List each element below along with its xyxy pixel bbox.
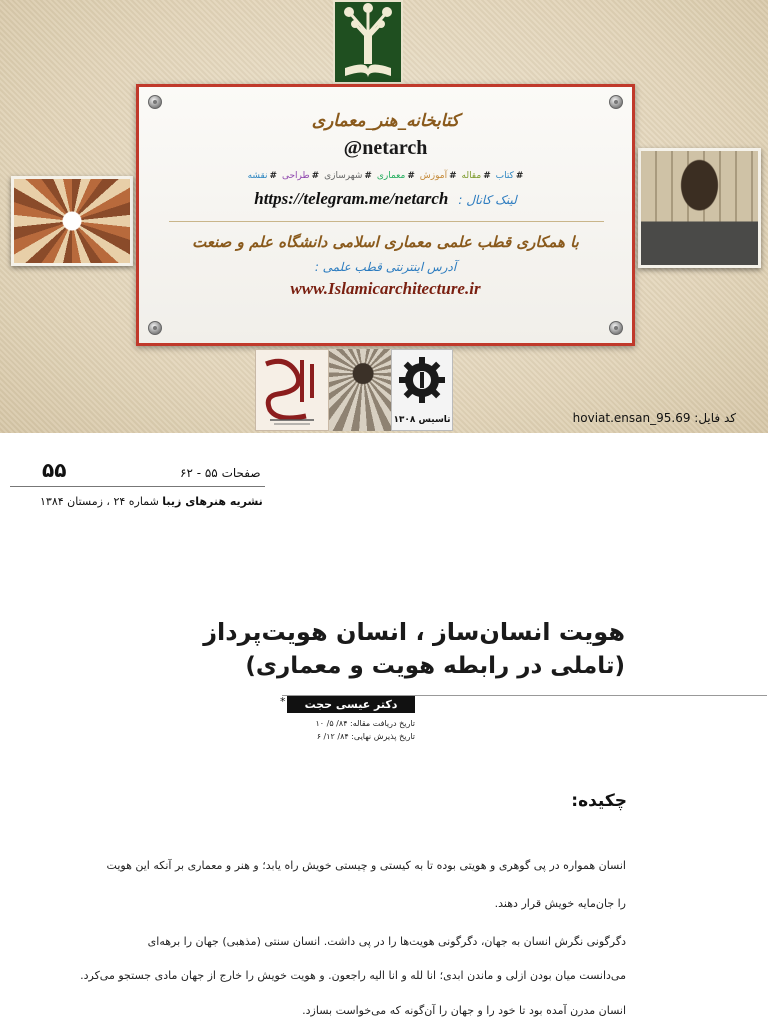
journal-issue: شماره ۲۴ ، زمستان ۱۳۸۴ [40, 495, 159, 508]
hash-symbol: # [483, 171, 491, 181]
page-number: ۵۵ [42, 458, 67, 482]
channel-label: : لینک کانال [458, 193, 517, 207]
library-tree-logo [333, 0, 403, 84]
date-received: تاریخ دریافت مقاله: ۸۴/ ۵/ ۱۰ [315, 719, 415, 728]
dome-ceiling-photo [11, 176, 133, 266]
file-code [573, 411, 736, 425]
gear-icon [392, 350, 452, 430]
bolt-icon [148, 95, 162, 109]
journal-info [40, 495, 263, 508]
tag-item[interactable]: آموزش [419, 171, 448, 181]
divider [169, 221, 604, 222]
tag-list [139, 171, 632, 181]
hash-symbol: # [515, 171, 524, 181]
address-label: : آدرس اینترنتی قطب علمی [314, 260, 457, 274]
calligraphy-icon [256, 350, 328, 430]
file-code-label: کد فایل: [694, 411, 736, 425]
tag-item[interactable]: نقشه [247, 171, 268, 181]
journal-name: نشریه هنرهای زیبا [162, 495, 263, 508]
channel-url[interactable]: https://telegram.me/netarch [254, 189, 449, 208]
abstract-line: را جان‌مایه خویش قرار دهند. [494, 897, 626, 910]
tag-item[interactable]: کتاب [495, 171, 514, 181]
date-accepted: تاریخ پذیرش نهایی: ۸۴/ ۱۲/ ۶ [316, 732, 415, 741]
channel-link-row [139, 189, 632, 209]
header-rule [10, 486, 265, 487]
calligraphy-logo [255, 349, 329, 431]
tag-item[interactable]: معماری [376, 171, 406, 181]
hash-symbol: # [364, 171, 372, 181]
hash-symbol: # [311, 171, 320, 181]
author-footnote-mark: * [280, 695, 286, 708]
article-dates [287, 717, 415, 743]
bolt-icon [148, 321, 162, 335]
website-url[interactable]: www.Islamicarchitecture.ir [290, 279, 481, 298]
abstract-line: می‌دانست میان بودن ازلی و ماندن ابدی؛ انا لله و انا الیه راجعون. و هویت خویش را خارج از جهان مادی جستجو می‌کرد. [80, 969, 626, 982]
library-title: کتابخانه_هنر_معماری [311, 111, 460, 131]
author-name: دکتر عیسی حجت [287, 696, 415, 713]
tag-item[interactable]: طراحی [281, 171, 310, 181]
article-title: هویت انسان‌ساز ، انسان هویت‌پرداز [203, 618, 625, 646]
hash-symbol: # [449, 171, 457, 181]
university-gear-logo [391, 349, 453, 431]
partner-logos [255, 349, 453, 431]
abstract-line: دگرگونی نگرش انسان به جهان، دگرگونی هویت‌ها را در پی داشت. انسان سنتی (مذهبی) جهان را برهه‌ای [147, 935, 626, 948]
bolt-icon [609, 321, 623, 335]
dome-photo-logo [329, 349, 391, 431]
channel-handle[interactable]: @netarch [343, 137, 428, 159]
bolt-icon [609, 95, 623, 109]
article-page [0, 433, 768, 1024]
hash-symbol: # [407, 171, 415, 181]
file-code-value: hoviat.ensan_95.69 [572, 411, 691, 425]
pages-range: صفحات ۵۵ - ۶۲ [180, 466, 261, 480]
abstract-line: انسان مدرن آمده بود تا خود را و جهان را آن‌گونه که می‌خواست بسازد. [302, 1004, 626, 1017]
abstract-line: انسان همواره در پی گوهری و هویتی بوده تا به کیستی و چیستی خویش راه یابد؛ و هنر و معماری بر آنکه این هویت [106, 859, 626, 872]
founded-text: تاسیس ۱۳۰۸ [393, 415, 451, 425]
hash-symbol: # [269, 171, 278, 181]
tag-item[interactable]: شهرسازی [324, 171, 363, 181]
bazaar-interior-photo [638, 148, 761, 268]
article-subtitle: (تاملی در رابطه هویت و معماری) [245, 653, 625, 679]
library-banner [0, 0, 768, 433]
abstract-heading: چکیده: [571, 791, 627, 811]
collaboration-text: با همکاری قطب علمی معماری اسلامی دانشگاه علم و صنعت [192, 233, 579, 251]
info-card [136, 84, 635, 346]
tree-book-icon [335, 2, 401, 82]
tag-item[interactable]: مقاله [461, 171, 482, 181]
